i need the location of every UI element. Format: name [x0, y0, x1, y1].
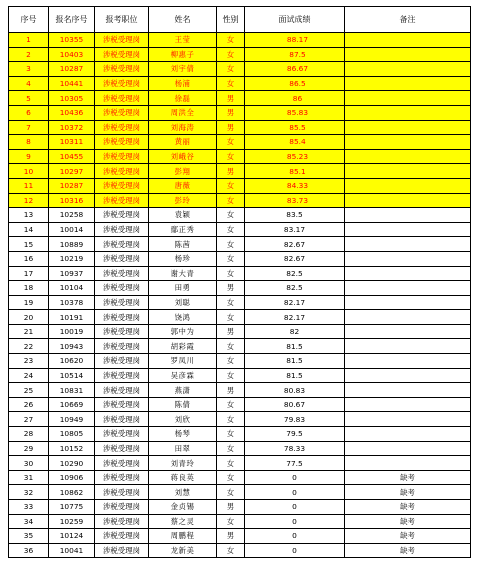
- cell-name[interactable]: 胡彩霞: [149, 339, 217, 354]
- cell-sex[interactable]: 男: [217, 120, 245, 135]
- cell-no[interactable]: 21: [9, 324, 49, 339]
- cell-no[interactable]: 18: [9, 281, 49, 296]
- cell-name[interactable]: 刘慧: [149, 485, 217, 500]
- cell-no[interactable]: 17: [9, 266, 49, 281]
- cell-score[interactable]: 85.5: [245, 120, 345, 135]
- cell-no[interactable]: 8: [9, 135, 49, 150]
- cell-score[interactable]: 81.5: [245, 354, 345, 369]
- cell-note[interactable]: [345, 383, 471, 398]
- cell-note[interactable]: [345, 281, 471, 296]
- cell-name[interactable]: 燕潇: [149, 383, 217, 398]
- table-row: [9, 514, 471, 529]
- cell-no[interactable]: 23: [9, 354, 49, 369]
- cell-sex[interactable]: 女: [217, 33, 245, 48]
- cell-post[interactable]: 涉税受理岗: [95, 47, 149, 62]
- header-cell-name[interactable]: 姓名: [149, 7, 217, 33]
- cell-name[interactable]: 刘峨谷: [149, 149, 217, 164]
- cell-sex[interactable]: 男: [217, 383, 245, 398]
- cell-note[interactable]: [345, 149, 471, 164]
- cell-sex[interactable]: 女: [217, 485, 245, 500]
- cell-note[interactable]: [345, 237, 471, 252]
- table-row: [9, 485, 471, 500]
- cell-post[interactable]: 涉税受理岗: [95, 427, 149, 442]
- cell-no[interactable]: 15: [9, 237, 49, 252]
- cell-score[interactable]: 82.17: [245, 310, 345, 325]
- cell-no[interactable]: 19: [9, 295, 49, 310]
- cell-reg[interactable]: 10775: [49, 500, 95, 515]
- cell-score[interactable]: 0: [245, 500, 345, 515]
- cell-note[interactable]: [345, 310, 471, 325]
- cell-name[interactable]: 彭翔: [149, 164, 217, 179]
- cell-name[interactable]: 刘欣: [149, 412, 217, 427]
- cell-score[interactable]: 0: [245, 543, 345, 558]
- cell-post[interactable]: 涉税受理岗: [95, 470, 149, 485]
- cell-post[interactable]: 涉税受理岗: [95, 76, 149, 91]
- cell-post[interactable]: 涉税受理岗: [95, 281, 149, 296]
- cell-reg[interactable]: 10943: [49, 339, 95, 354]
- cell-sex[interactable]: 女: [217, 208, 245, 223]
- cell-note[interactable]: [345, 441, 471, 456]
- cell-name[interactable]: 陈倩: [149, 397, 217, 412]
- cell-post[interactable]: 涉税受理岗: [95, 164, 149, 179]
- table-row: [9, 208, 471, 223]
- cell-score[interactable]: 87.5: [245, 47, 345, 62]
- table-row: [9, 354, 471, 369]
- cell-no[interactable]: 32: [9, 485, 49, 500]
- table-row: [9, 76, 471, 91]
- cell-name[interactable]: 谢大青: [149, 266, 217, 281]
- cell-no[interactable]: 31: [9, 470, 49, 485]
- cell-note[interactable]: [345, 208, 471, 223]
- cell-sex[interactable]: 男: [217, 105, 245, 120]
- table-row: [9, 397, 471, 412]
- cell-reg[interactable]: 10620: [49, 354, 95, 369]
- cell-post[interactable]: 涉税受理岗: [95, 149, 149, 164]
- cell-note[interactable]: [345, 164, 471, 179]
- table-row: [9, 178, 471, 193]
- cell-note[interactable]: [345, 47, 471, 62]
- header-cell-sex[interactable]: 性别: [217, 7, 245, 33]
- cell-score[interactable]: 0: [245, 470, 345, 485]
- cell-name[interactable]: 罗凤川: [149, 354, 217, 369]
- cell-post[interactable]: 涉税受理岗: [95, 412, 149, 427]
- cell-reg[interactable]: 10355: [49, 33, 95, 48]
- cell-sex[interactable]: 女: [217, 135, 245, 150]
- cell-no[interactable]: 7: [9, 120, 49, 135]
- cell-no[interactable]: 13: [9, 208, 49, 223]
- cell-note[interactable]: 缺考: [345, 543, 471, 558]
- cell-sex[interactable]: 男: [217, 281, 245, 296]
- cell-score[interactable]: 82.17: [245, 295, 345, 310]
- cell-reg[interactable]: 10514: [49, 368, 95, 383]
- cell-name[interactable]: 吴彦霖: [149, 368, 217, 383]
- cell-score[interactable]: 77.5: [245, 456, 345, 471]
- cell-sex[interactable]: 女: [217, 193, 245, 208]
- cell-reg[interactable]: 10219: [49, 251, 95, 266]
- cell-name[interactable]: 杨琴: [149, 427, 217, 442]
- cell-note[interactable]: [345, 222, 471, 237]
- cell-note[interactable]: 缺考: [345, 514, 471, 529]
- cell-reg[interactable]: 10124: [49, 529, 95, 544]
- table-row: [9, 324, 471, 339]
- cell-no[interactable]: 35: [9, 529, 49, 544]
- table-row: [9, 222, 471, 237]
- cell-no[interactable]: 1: [9, 33, 49, 48]
- cell-no[interactable]: 9: [9, 149, 49, 164]
- cell-post[interactable]: 涉税受理岗: [95, 543, 149, 558]
- cell-sex[interactable]: 女: [217, 178, 245, 193]
- table-row: [9, 470, 471, 485]
- cell-sex[interactable]: 女: [217, 397, 245, 412]
- cell-reg[interactable]: 10191: [49, 310, 95, 325]
- table-body: [9, 33, 471, 558]
- cell-sex[interactable]: 男: [217, 91, 245, 106]
- cell-reg[interactable]: 10311: [49, 135, 95, 150]
- cell-post[interactable]: 涉税受理岗: [95, 91, 149, 106]
- cell-sex[interactable]: 女: [217, 543, 245, 558]
- cell-no[interactable]: 24: [9, 368, 49, 383]
- cell-no[interactable]: 22: [9, 339, 49, 354]
- cell-post[interactable]: 涉税受理岗: [95, 237, 149, 252]
- cell-reg[interactable]: 10441: [49, 76, 95, 91]
- results-table: [8, 6, 471, 558]
- cell-name[interactable]: 田翠: [149, 441, 217, 456]
- cell-note[interactable]: [345, 135, 471, 150]
- cell-post[interactable]: 涉税受理岗: [95, 135, 149, 150]
- cell-name[interactable]: 黄丽: [149, 135, 217, 150]
- cell-reg[interactable]: 10436: [49, 105, 95, 120]
- cell-score[interactable]: 88.17: [245, 33, 345, 48]
- cell-name[interactable]: 陈茜: [149, 237, 217, 252]
- cell-sex[interactable]: 男: [217, 324, 245, 339]
- cell-note[interactable]: [345, 295, 471, 310]
- cell-note[interactable]: [345, 368, 471, 383]
- cell-score[interactable]: 85.23: [245, 149, 345, 164]
- cell-post[interactable]: 涉税受理岗: [95, 310, 149, 325]
- header-row: [9, 7, 471, 33]
- cell-reg[interactable]: 10258: [49, 208, 95, 223]
- table-row: [9, 295, 471, 310]
- cell-reg[interactable]: 10287: [49, 62, 95, 77]
- cell-reg[interactable]: 10287: [49, 178, 95, 193]
- cell-score[interactable]: 86.5: [245, 76, 345, 91]
- cell-no[interactable]: 14: [9, 222, 49, 237]
- cell-name[interactable]: 刘海涛: [149, 120, 217, 135]
- cell-sex[interactable]: 男: [217, 529, 245, 544]
- table-row: [9, 368, 471, 383]
- cell-sex[interactable]: 女: [217, 412, 245, 427]
- cell-post[interactable]: 涉税受理岗: [95, 500, 149, 515]
- cell-reg[interactable]: 10949: [49, 412, 95, 427]
- cell-sex[interactable]: 女: [217, 368, 245, 383]
- cell-score[interactable]: 0: [245, 485, 345, 500]
- table-row: [9, 149, 471, 164]
- cell-reg[interactable]: 10104: [49, 281, 95, 296]
- cell-note[interactable]: [345, 397, 471, 412]
- cell-note[interactable]: [345, 427, 471, 442]
- cell-reg[interactable]: 10831: [49, 383, 95, 398]
- cell-score[interactable]: 0: [245, 514, 345, 529]
- cell-post[interactable]: 涉税受理岗: [95, 324, 149, 339]
- cell-name[interactable]: 蔡之灵: [149, 514, 217, 529]
- cell-note[interactable]: [345, 193, 471, 208]
- cell-sex[interactable]: 女: [217, 514, 245, 529]
- cell-post[interactable]: 涉税受理岗: [95, 295, 149, 310]
- cell-post[interactable]: 涉税受理岗: [95, 397, 149, 412]
- cell-post[interactable]: 涉税受理岗: [95, 514, 149, 529]
- cell-no[interactable]: 16: [9, 251, 49, 266]
- cell-post[interactable]: 涉税受理岗: [95, 354, 149, 369]
- cell-sex[interactable]: 女: [217, 441, 245, 456]
- header-cell-score[interactable]: 面试成绩: [245, 7, 345, 33]
- cell-no[interactable]: 10: [9, 164, 49, 179]
- cell-name[interactable]: 蒋良英: [149, 470, 217, 485]
- cell-no[interactable]: 6: [9, 105, 49, 120]
- cell-post[interactable]: 涉税受理岗: [95, 208, 149, 223]
- cell-note[interactable]: 缺考: [345, 529, 471, 544]
- cell-post[interactable]: 涉税受理岗: [95, 368, 149, 383]
- cell-note[interactable]: [345, 62, 471, 77]
- cell-score[interactable]: 82.5: [245, 281, 345, 296]
- cell-score[interactable]: 79.5: [245, 427, 345, 442]
- cell-note[interactable]: [345, 412, 471, 427]
- cell-name[interactable]: 杨浦: [149, 76, 217, 91]
- table-row: [9, 543, 471, 558]
- table-row: [9, 383, 471, 398]
- table-row: [9, 33, 471, 48]
- cell-note[interactable]: [345, 120, 471, 135]
- cell-name[interactable]: 徐磊: [149, 91, 217, 106]
- cell-score[interactable]: 78.33: [245, 441, 345, 456]
- cell-score[interactable]: 83.5: [245, 208, 345, 223]
- cell-name[interactable]: 龙新美: [149, 543, 217, 558]
- cell-reg[interactable]: 10889: [49, 237, 95, 252]
- cell-score[interactable]: 80.67: [245, 397, 345, 412]
- cell-name[interactable]: 金贞锡: [149, 500, 217, 515]
- cell-reg[interactable]: 10316: [49, 193, 95, 208]
- cell-post[interactable]: 涉税受理岗: [95, 222, 149, 237]
- cell-sex[interactable]: 女: [217, 310, 245, 325]
- table-row: [9, 47, 471, 62]
- cell-score[interactable]: 85.83: [245, 105, 345, 120]
- cell-no[interactable]: 5: [9, 91, 49, 106]
- cell-name[interactable]: 周洪全: [149, 105, 217, 120]
- table-row: [9, 251, 471, 266]
- cell-no[interactable]: 4: [9, 76, 49, 91]
- cell-no[interactable]: 2: [9, 47, 49, 62]
- cell-reg[interactable]: 10152: [49, 441, 95, 456]
- cell-post[interactable]: 涉税受理岗: [95, 251, 149, 266]
- cell-no[interactable]: 20: [9, 310, 49, 325]
- cell-reg[interactable]: 10014: [49, 222, 95, 237]
- cell-note[interactable]: [345, 33, 471, 48]
- table-row: [9, 427, 471, 442]
- cell-score[interactable]: 85.4: [245, 135, 345, 150]
- cell-name[interactable]: 刘宇倩: [149, 62, 217, 77]
- cell-sex[interactable]: 女: [217, 295, 245, 310]
- cell-note[interactable]: 缺考: [345, 485, 471, 500]
- header-cell-post[interactable]: 报考职位: [95, 7, 149, 33]
- cell-sex[interactable]: 女: [217, 149, 245, 164]
- table-row: [9, 91, 471, 106]
- cell-reg[interactable]: 10906: [49, 470, 95, 485]
- cell-note[interactable]: [345, 339, 471, 354]
- cell-note[interactable]: [345, 105, 471, 120]
- cell-score[interactable]: 82: [245, 324, 345, 339]
- cell-reg[interactable]: 10259: [49, 514, 95, 529]
- cell-post[interactable]: 涉税受理岗: [95, 178, 149, 193]
- cell-no[interactable]: 30: [9, 456, 49, 471]
- cell-note[interactable]: [345, 324, 471, 339]
- cell-score[interactable]: 85.1: [245, 164, 345, 179]
- cell-score[interactable]: 80.83: [245, 383, 345, 398]
- cell-score[interactable]: 82.67: [245, 237, 345, 252]
- table-row: [9, 105, 471, 120]
- cell-reg[interactable]: 10290: [49, 456, 95, 471]
- table-row: [9, 164, 471, 179]
- cell-reg[interactable]: 10862: [49, 485, 95, 500]
- cell-note[interactable]: [345, 456, 471, 471]
- table-row: [9, 62, 471, 77]
- cell-post[interactable]: 涉税受理岗: [95, 456, 149, 471]
- cell-note[interactable]: [345, 354, 471, 369]
- cell-name[interactable]: 唐薇: [149, 178, 217, 193]
- table-row: [9, 456, 471, 471]
- cell-reg[interactable]: 10019: [49, 324, 95, 339]
- cell-sex[interactable]: 女: [217, 470, 245, 485]
- cell-score[interactable]: 86.67: [245, 62, 345, 77]
- cell-name[interactable]: 柳惠子: [149, 47, 217, 62]
- header-cell-note[interactable]: 备注: [345, 7, 471, 33]
- cell-note[interactable]: [345, 266, 471, 281]
- cell-score[interactable]: 84.33: [245, 178, 345, 193]
- cell-sex[interactable]: 女: [217, 62, 245, 77]
- cell-score[interactable]: 79.83: [245, 412, 345, 427]
- cell-post[interactable]: 涉税受理岗: [95, 441, 149, 456]
- cell-score[interactable]: 83.73: [245, 193, 345, 208]
- cell-sex[interactable]: 女: [217, 339, 245, 354]
- table-row: [9, 237, 471, 252]
- cell-reg[interactable]: 10378: [49, 295, 95, 310]
- cell-name[interactable]: 郭中为: [149, 324, 217, 339]
- table-row: [9, 310, 471, 325]
- cell-name[interactable]: 彭玲: [149, 193, 217, 208]
- cell-reg[interactable]: 10297: [49, 164, 95, 179]
- cell-score[interactable]: 82.67: [245, 251, 345, 266]
- cell-sex[interactable]: 女: [217, 354, 245, 369]
- header-cell-reg[interactable]: 报名序号: [49, 7, 95, 33]
- table-row: [9, 120, 471, 135]
- cell-reg[interactable]: 10041: [49, 543, 95, 558]
- table-row: [9, 500, 471, 515]
- table-row: [9, 135, 471, 150]
- cell-reg[interactable]: 10669: [49, 397, 95, 412]
- cell-post[interactable]: 涉税受理岗: [95, 266, 149, 281]
- cell-sex[interactable]: 女: [217, 237, 245, 252]
- cell-no[interactable]: 34: [9, 514, 49, 529]
- cell-name[interactable]: 周鹏程: [149, 529, 217, 544]
- cell-name[interactable]: 袁颖: [149, 208, 217, 223]
- cell-sex[interactable]: 女: [217, 251, 245, 266]
- cell-post[interactable]: 涉税受理岗: [95, 339, 149, 354]
- cell-reg[interactable]: 10937: [49, 266, 95, 281]
- cell-sex[interactable]: 男: [217, 164, 245, 179]
- cell-no[interactable]: 11: [9, 178, 49, 193]
- cell-note[interactable]: [345, 76, 471, 91]
- header-cell-no[interactable]: 序号: [9, 7, 49, 33]
- cell-sex[interactable]: 女: [217, 222, 245, 237]
- cell-score[interactable]: 81.5: [245, 368, 345, 383]
- cell-reg[interactable]: 10305: [49, 91, 95, 106]
- cell-post[interactable]: 涉税受理岗: [95, 193, 149, 208]
- cell-score[interactable]: 83.17: [245, 222, 345, 237]
- cell-no[interactable]: 27: [9, 412, 49, 427]
- cell-score[interactable]: 86: [245, 91, 345, 106]
- cell-sex[interactable]: 女: [217, 427, 245, 442]
- cell-sex[interactable]: 女: [217, 456, 245, 471]
- cell-no[interactable]: 12: [9, 193, 49, 208]
- cell-no[interactable]: 28: [9, 427, 49, 442]
- cell-reg[interactable]: 10805: [49, 427, 95, 442]
- cell-post[interactable]: 涉税受理岗: [95, 485, 149, 500]
- cell-post[interactable]: 涉税受理岗: [95, 529, 149, 544]
- cell-sex[interactable]: 男: [217, 500, 245, 515]
- cell-note[interactable]: 缺考: [345, 470, 471, 485]
- cell-no[interactable]: 3: [9, 62, 49, 77]
- cell-sex[interactable]: 女: [217, 266, 245, 281]
- cell-no[interactable]: 33: [9, 500, 49, 515]
- cell-score[interactable]: 0: [245, 529, 345, 544]
- table-row: [9, 529, 471, 544]
- cell-name[interactable]: 刘聪: [149, 295, 217, 310]
- table-row: [9, 266, 471, 281]
- table-row: [9, 193, 471, 208]
- cell-note[interactable]: [345, 251, 471, 266]
- cell-name[interactable]: 田勇: [149, 281, 217, 296]
- table-row: [9, 281, 471, 296]
- cell-no[interactable]: 36: [9, 543, 49, 558]
- cell-score[interactable]: 81.5: [245, 339, 345, 354]
- cell-name[interactable]: 王莹: [149, 33, 217, 48]
- cell-note[interactable]: 缺考: [345, 500, 471, 515]
- table-row: [9, 441, 471, 456]
- cell-name[interactable]: 饶鸿: [149, 310, 217, 325]
- table-row: [9, 339, 471, 354]
- cell-score[interactable]: 82.5: [245, 266, 345, 281]
- cell-sex[interactable]: 女: [217, 76, 245, 91]
- cell-no[interactable]: 29: [9, 441, 49, 456]
- cell-post[interactable]: 涉税受理岗: [95, 383, 149, 398]
- cell-no[interactable]: 25: [9, 383, 49, 398]
- cell-reg[interactable]: 10403: [49, 47, 95, 62]
- cell-reg[interactable]: 10372: [49, 120, 95, 135]
- cell-reg[interactable]: 10455: [49, 149, 95, 164]
- table-row: [9, 412, 471, 427]
- cell-sex[interactable]: 女: [217, 47, 245, 62]
- cell-name[interactable]: 刘青玲: [149, 456, 217, 471]
- cell-note[interactable]: [345, 178, 471, 193]
- cell-post[interactable]: 涉税受理岗: [95, 33, 149, 48]
- cell-name[interactable]: 鄢正秀: [149, 222, 217, 237]
- cell-name[interactable]: 杨珍: [149, 251, 217, 266]
- cell-post[interactable]: 涉税受理岗: [95, 105, 149, 120]
- cell-post[interactable]: 涉税受理岗: [95, 62, 149, 77]
- cell-post[interactable]: 涉税受理岗: [95, 120, 149, 135]
- cell-no[interactable]: 26: [9, 397, 49, 412]
- cell-note[interactable]: [345, 91, 471, 106]
